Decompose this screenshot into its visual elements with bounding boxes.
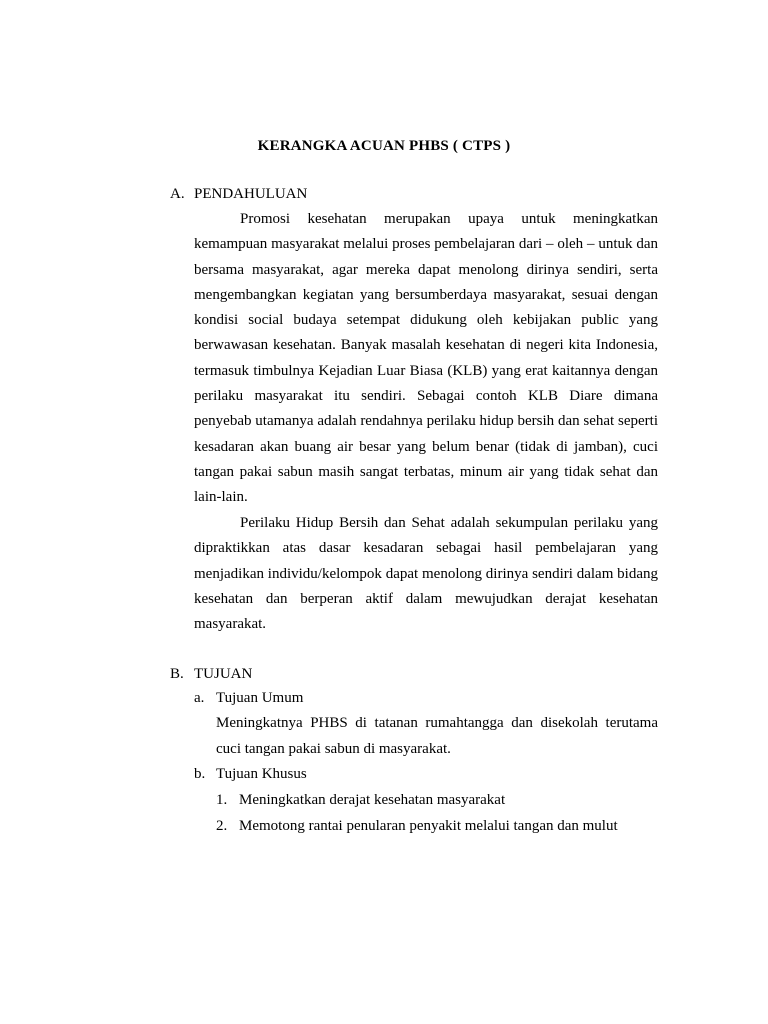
- paragraph-2-text: Perilaku Hidup Bersih dan Sehat adalah sekumpulan perilaku yang dipraktikkan atas dasar kesadaran sebagai hasil pembelajaran yang menjadikan individu/kelompok dapat menolong dirinya sendiri dalam bidang kesehatan dan berperan aktif dalam mewujudkan derajat kesehatan masyarakat.: [194, 515, 658, 633]
- list-item: [216, 792, 505, 809]
- list-item-number: 2.: [216, 818, 228, 834]
- section-b-heading: [170, 666, 252, 683]
- paragraph-1-text: Promosi kesehatan merupakan upaya untuk meningkatkan kemampuan masyarakat melalui proses pembelajaran dari – oleh – untuk dan bersama masyarakat, agar mereka dapat menolong dirinya sendiri, serta mengembangkan kegiatan yang bersumberdaya masyarakat, sesuai dengan kondisi social budaya setempat didukung oleh kebijakan public yang berwawasan kesehatan. Banyak masalah kesehatan di negeri kita Indonesia, termasuk timbulnya Kejadian Luar Biasa (KLB) yang erat kaitannya dengan perilaku masyarakat itu sendiri. Sebagai contoh KLB Diare dimana penyebab utamanya adalah rendahnya perilaku hidup bersih dan sehat seperti kesadaran akan buang air besar yang belum benar (tidak di jamban), cuci tangan pakai sabun masih sangat terbatas, minum air yang tidak sehat dan lain-lain.: [194, 211, 658, 506]
- list-item-text: Meningkatkan derajat kesehatan masyarakat: [239, 792, 506, 808]
- section-b-title: TUJUAN: [194, 666, 253, 682]
- section-a-heading: [170, 186, 307, 203]
- sub-a-heading: [194, 690, 303, 707]
- section-b-letter: B.: [170, 666, 184, 682]
- section-a-paragraph-1: [194, 207, 658, 511]
- sub-a-text: Meningkatnya PHBS di tatanan rumahtangga dan disekolah terutama cuci tangan pakai sabun di masyarakat.: [216, 715, 658, 757]
- sub-a-title: Tujuan Umum: [216, 690, 304, 706]
- list-item-number: 1.: [216, 792, 228, 808]
- sub-a-letter: a.: [194, 690, 205, 706]
- list-item-text: Memotong rantai penularan penyakit melalui tangan dan mulut: [239, 818, 618, 834]
- sub-b-letter: b.: [194, 766, 206, 782]
- document-title: KERANGKA ACUAN PHBS ( CTPS ): [257, 138, 511, 154]
- list-item: [216, 818, 618, 835]
- sub-b-heading: [194, 766, 307, 783]
- sub-b-title: Tujuan Khusus: [216, 766, 307, 782]
- section-a-letter: A.: [170, 186, 185, 202]
- section-a-title: PENDAHULUAN: [194, 186, 308, 202]
- section-a-paragraph-2: [194, 511, 658, 637]
